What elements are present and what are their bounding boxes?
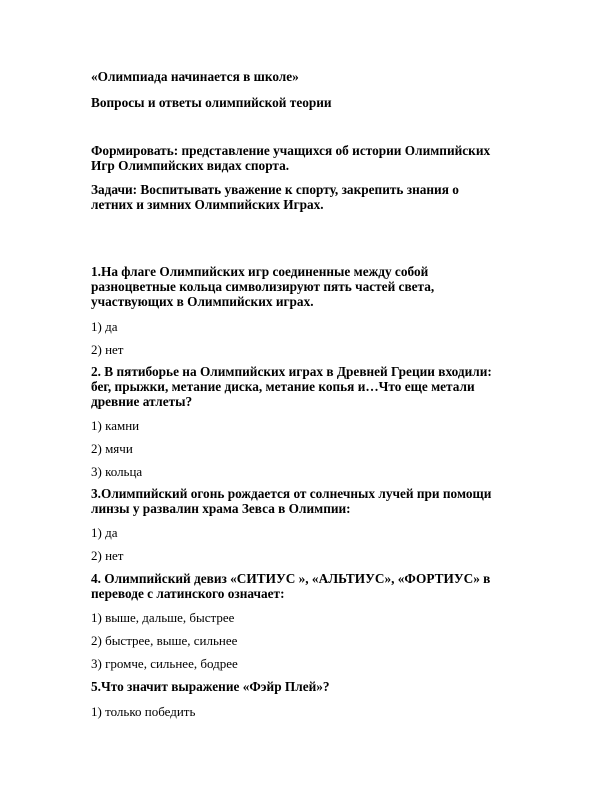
answer-option: 1) камни — [91, 418, 140, 433]
answer-option: 2) нет — [91, 548, 124, 563]
answer-option: 1) только победить — [91, 704, 196, 719]
answer-option: 1) да — [91, 319, 118, 334]
question-text: линзы у развалин храма Зевса в Олимпии: — [91, 501, 351, 516]
question-text: 4. Олимпийский девиз «СИТИУС », «АЛЬТИУС», «ФОРТИУС» в — [91, 571, 491, 586]
document-title: «Олимпиада начинается в школе» — [91, 69, 299, 84]
question-text: 2. В пятиборье на Олимпийских играх в Древней Греции входили: — [91, 364, 492, 379]
question-text: разноцветные кольца символизируют пять частей света, — [91, 279, 435, 294]
question-text: 5.Что значит выражение «Фэйр Плей»? — [91, 679, 330, 694]
question-text: 3.Олимпийский огонь рождается от солнечных лучей при помощи — [91, 486, 492, 501]
question-text: древние атлеты? — [91, 394, 193, 409]
goal-line: Игр Олимпийских видах спорта. — [91, 158, 290, 173]
answer-option: 2) быстрее, выше, сильнее — [91, 633, 238, 648]
tasks-line: летних и зимних Олимпийских Играх. — [91, 197, 324, 212]
question-text: участвующих в Олимпийских играх. — [91, 294, 314, 309]
answer-option: 3) громче, сильнее, бодрее — [91, 656, 238, 671]
answer-option: 3) кольца — [91, 464, 143, 479]
question-text: переводе с латинского означает: — [91, 586, 285, 601]
answer-option: 2) нет — [91, 342, 124, 357]
answer-option: 1) да — [91, 525, 118, 540]
document-subtitle: Вопросы и ответы олимпийской теории — [91, 95, 332, 110]
answer-option: 1) выше, дальше, быстрее — [91, 610, 235, 625]
goal-line: Формировать: представление учащихся об истории Олимпийских — [91, 143, 491, 158]
question-text: бег, прыжки, метание диска, метание копья и…Что еще метали — [91, 379, 475, 394]
question-text: 1.На флаге Олимпийских игр соединенные между собой — [91, 264, 429, 279]
answer-option: 2) мячи — [91, 441, 133, 456]
tasks-line: Задачи: Воспитывать уважение к спорту, закрепить знания о — [91, 182, 459, 197]
